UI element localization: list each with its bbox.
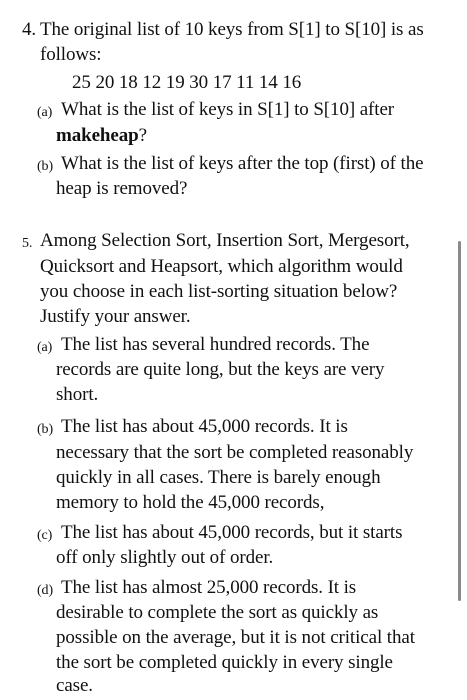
q4-part-a-line-1: What is the list of keys in S[1] to S[10] after [61, 99, 395, 120]
q5-part-a-line-3: short. [56, 384, 99, 405]
q5-part-d-line-4: the sort be completed quickly in every single [56, 652, 393, 673]
q4-stem-line-2: follows: [40, 44, 102, 65]
q5-part-c-line-1: The list has about 45,000 records, but it starts [61, 522, 403, 543]
q5-part-d-line-5: case. [56, 675, 93, 696]
q5-part-d-line-3: possible on the average, but it is not critical that [56, 627, 415, 648]
q5-part-b-line-4: memory to hold the 45,000 records, [56, 492, 325, 513]
q4-key-list: 25 20 18 12 19 30 17 11 14 16 [72, 72, 302, 93]
q5-part-d-line-2: desirable to complete the sort as quickly as [56, 602, 379, 623]
q4-stem-line-1: The original list of 10 keys from S[1] to S[10] is as [40, 19, 424, 40]
q5-stem-line-2: Quicksort and Heapsort, which algorithm would [40, 256, 403, 277]
vertical-scrollbar[interactable] [458, 241, 461, 601]
q5-part-a-label: (a) [37, 340, 53, 355]
q5-part-a-line-2: records are quite long, but the keys are very [56, 359, 385, 380]
q5-part-b-line-2: necessary that the sort be completed reasonably [56, 442, 414, 463]
q4-part-b-label: (b) [37, 159, 54, 174]
q5-part-b-label: (b) [37, 422, 54, 437]
q5-stem-line-1: Among Selection Sort, Insertion Sort, Mergesort, [40, 230, 410, 251]
q4-part-a-qmark: ? [138, 125, 147, 146]
q5-stem-line-4: Justify your answer. [40, 306, 191, 327]
q4-part-b-line-1: What is the list of keys after the top (first) of the [61, 153, 424, 174]
q4-part-a-label: (a) [37, 105, 53, 120]
q4-part-a-line-2 [56, 124, 147, 148]
q4-part-b-line-2: heap is removed? [56, 178, 188, 199]
q5-part-b-line-1: The list has about 45,000 records. It is [61, 416, 348, 437]
q5-part-c-line-2: off only slightly out of order. [56, 547, 274, 568]
q5-number: 5. [22, 236, 33, 251]
q4-number: 4. [22, 19, 37, 40]
q5-part-b-line-3: quickly in all cases. There is barely enough [56, 467, 381, 488]
q5-part-a-line-1: The list has several hundred records. The [61, 334, 370, 355]
q5-stem-line-3: you choose in each list-sorting situation below? [40, 281, 398, 302]
makeheap-term: makeheap [56, 125, 139, 146]
q5-part-d-line-1: The list has almost 25,000 records. It is [61, 577, 357, 598]
q5-part-c-label: (c) [37, 528, 53, 543]
q5-part-d-label: (d) [37, 583, 54, 598]
